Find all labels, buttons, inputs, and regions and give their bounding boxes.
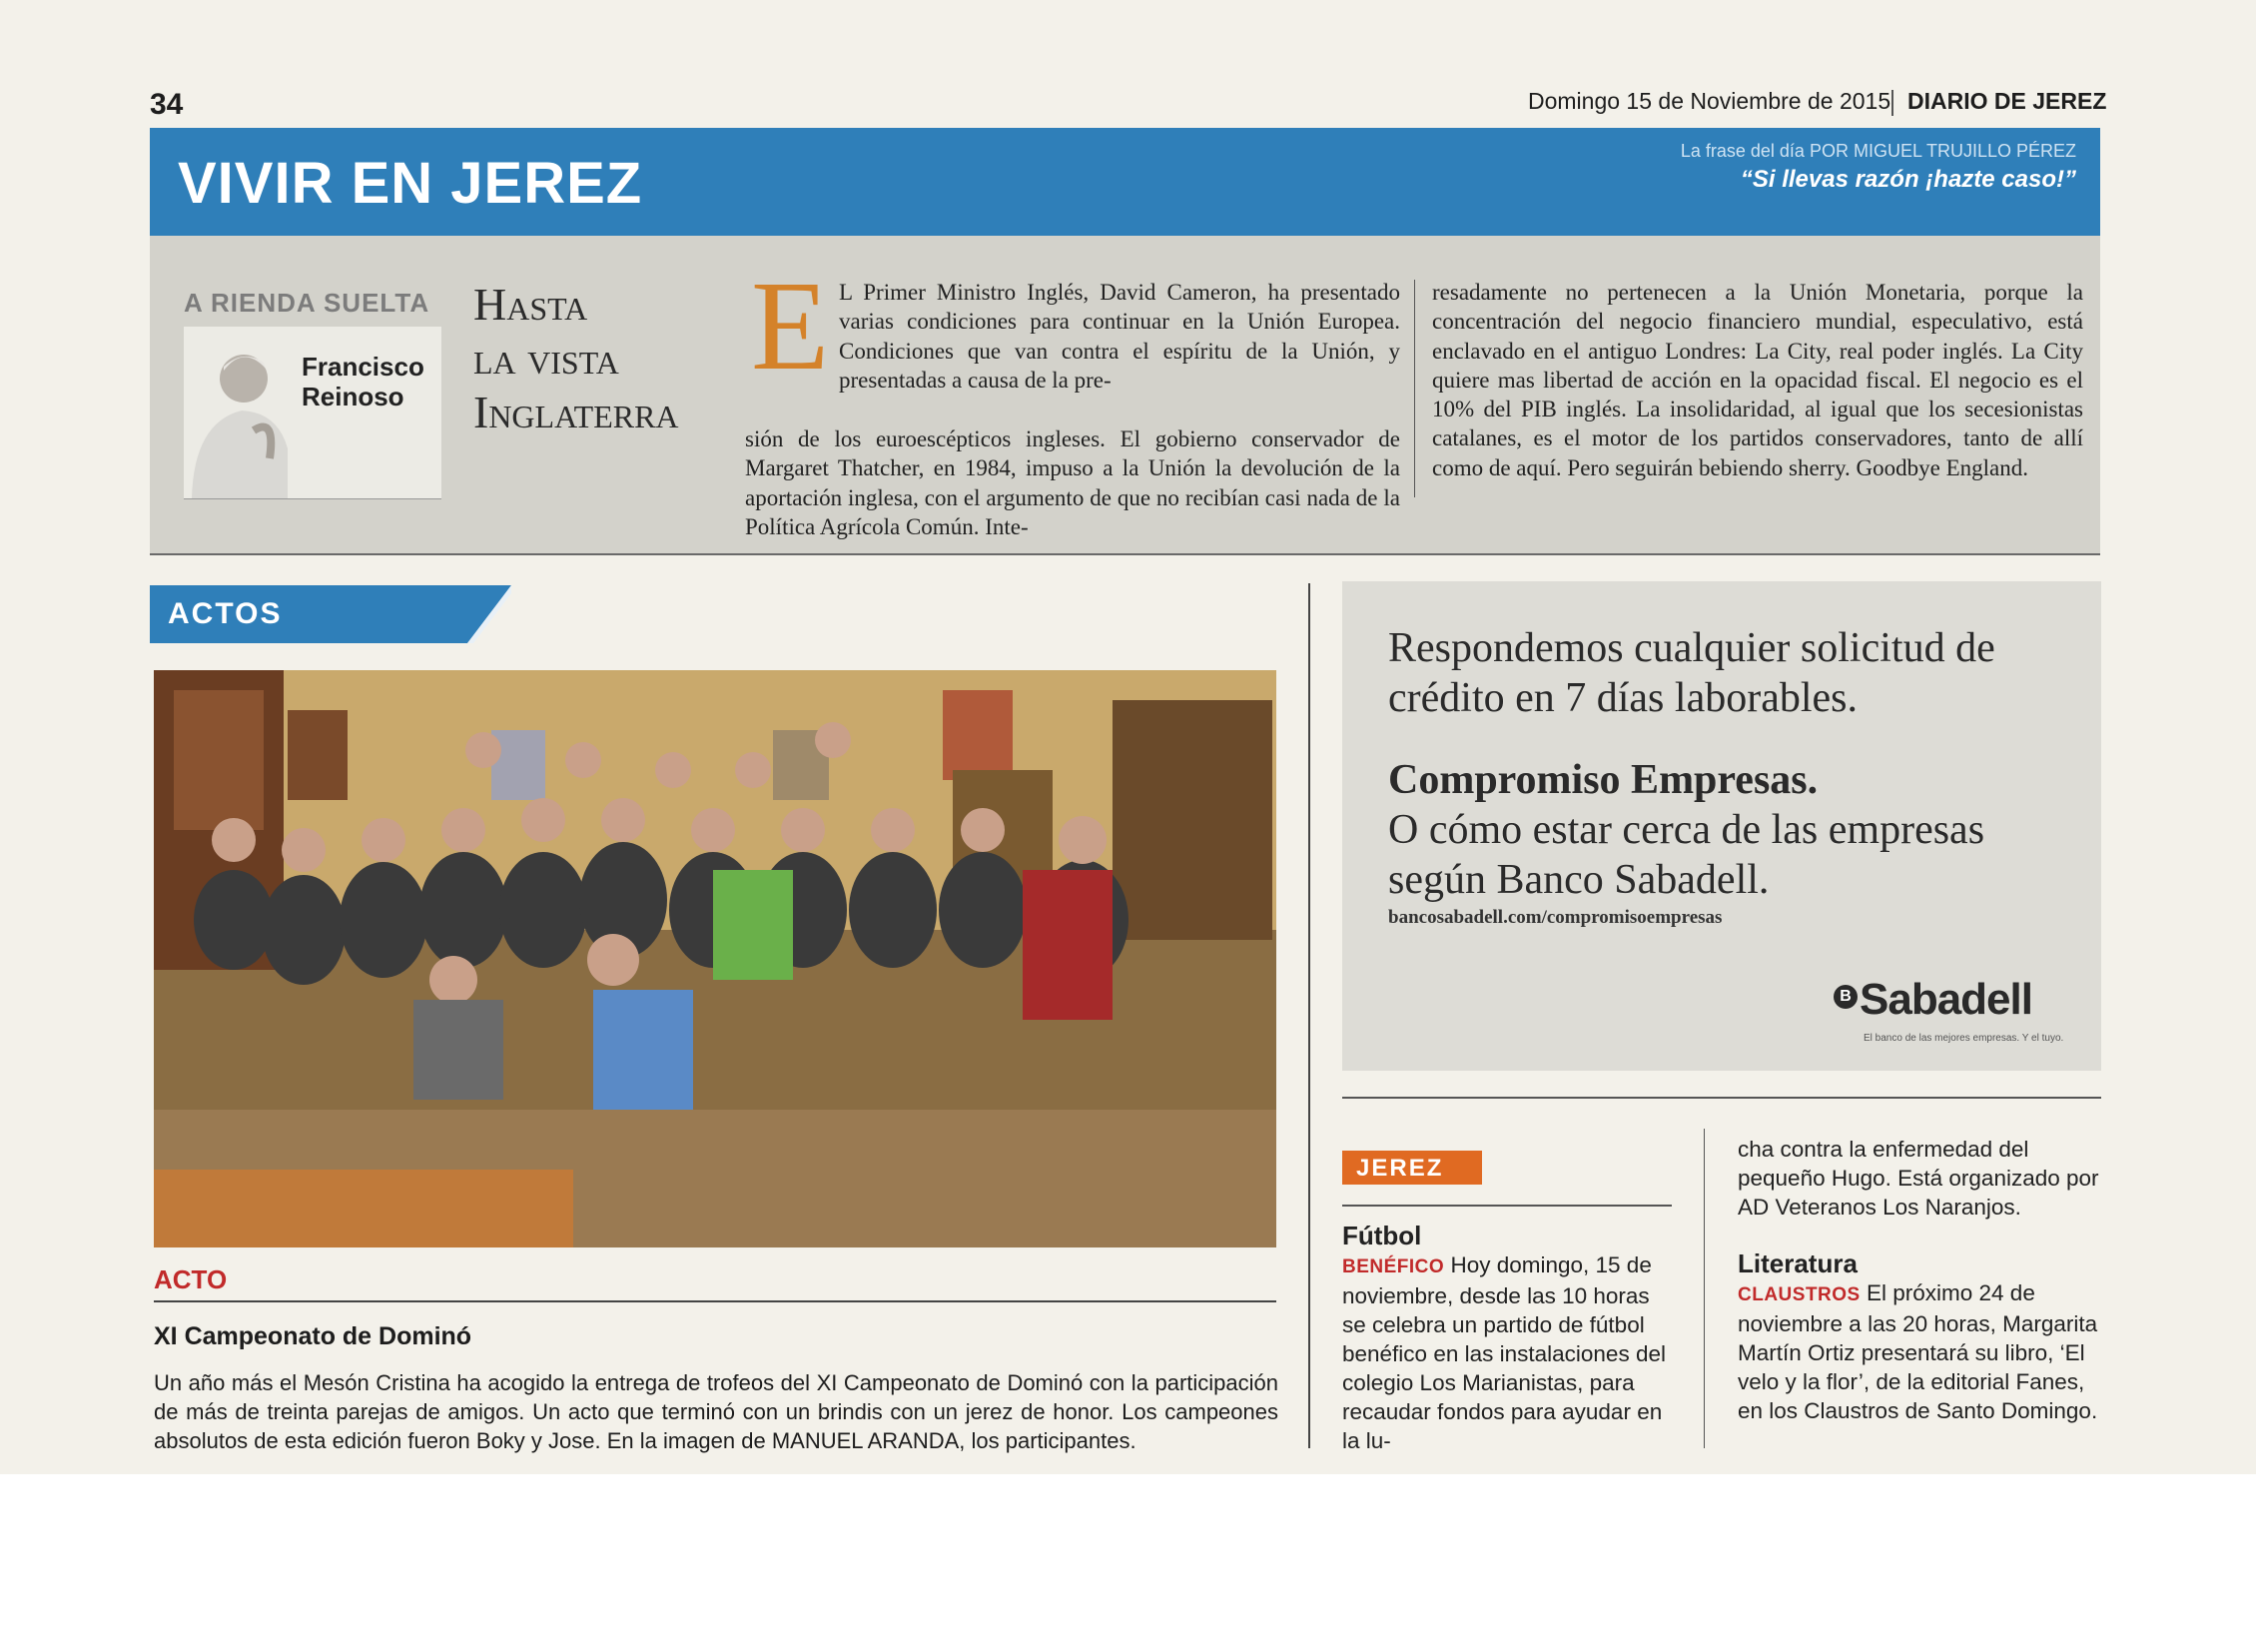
group-photo — [154, 670, 1276, 1247]
scan-margin — [0, 1474, 2256, 1652]
quote-of-the-day-label: La frase del día POR MIGUEL TRUJILLO PÉREZ — [1680, 141, 2076, 161]
brief-body-literature — [1738, 1278, 2101, 1425]
ad-bottom-rule — [1342, 1097, 2101, 1099]
author-last-name: Reinoso — [302, 382, 404, 412]
brief-text-literature: El próximo 24 de noviembre a las 20 horas, Margarita Martín Ortiz presentará su libro, ‘El velo y la flor’, de la editorial Fanes, en los Claustros de Santo Domingo. — [1738, 1280, 2098, 1423]
caption-rule — [154, 1300, 1276, 1302]
column-kicker: A RIENDA SUELTA — [184, 288, 430, 318]
sabadell-logo: Sabadell — [1860, 975, 2032, 1024]
newspaper-name: DIARIO DE JEREZ — [1907, 88, 2107, 114]
brief-text-football: Hoy domingo, 15 de noviembre, desde las 10 horas se celebra un partido de fútbol benéfico en las instalaciones del colegio Los Marianistas, para recaudar fondos para ayudar en la lu- — [1342, 1252, 1666, 1453]
header-separator — [1891, 90, 1893, 116]
brief-continued-football: cha contra la enfermedad del pequeño Hugo. Está organizado por AD Veteranos Los Naranjos. — [1738, 1137, 2099, 1220]
ad-headline: Respondemos cualquier solicitud de crédito en 7 días laborables. — [1388, 625, 1995, 721]
column-divider — [1414, 280, 1415, 497]
opinion-body-col1-bottom: sión de los euroescépticos ingleses. El gobierno conservador de Margaret Thatcher, en 1984, impuso a la Unión la devolución de la aportación inglesa, con el argumento de que no recibían casi nada de la Política Agrícola Común. Inte- — [745, 426, 1400, 539]
brief-heading-football: Fútbol — [1342, 1221, 1422, 1250]
opinion-headline — [473, 278, 679, 439]
section-divider — [1308, 583, 1310, 1448]
brief-body-football — [1342, 1250, 1672, 1455]
headline-line: la vista — [473, 333, 619, 384]
page-number: 34 — [150, 88, 184, 121]
brief-kicker-football: BENÉFICO — [1342, 1256, 1445, 1277]
opinion-body-col1-top: L Primer Ministro Inglés, David Cameron, ha presentado varias condiciones para continuar en la Unión Europea. Condiciones que van contra el espíritu de la Unión, y presentadas a causa de la pre- — [839, 280, 1400, 393]
actos-tab-label: ACTOS — [168, 597, 283, 630]
author-first-name: Francisco — [302, 352, 424, 382]
column-divider — [1704, 1129, 1705, 1448]
headline-line: Hasta — [473, 279, 588, 330]
opinion-body-col2: resadamente no pertenecen a la Unión Monetaria, porque la concentración del negocio financiero mundial, especulativo, está enclavado en el antiguo Londres: La City, real poder inglés. La City quiere mas libertad de acción en la opacidad fiscal. El negocio es el 10% del PIB inglés. La insolidaridad, al igual que los secesionistas catalanes, es el motor de los partidos conservadores, tanto de allí como de aquí. Pero seguirán bebiendo sherry. Goodbye England. — [1432, 280, 2083, 480]
ad-url: bancosabadell.com/compromisoempresas — [1388, 907, 1723, 928]
ad-subheadline: Compromiso Empresas. — [1388, 757, 1819, 803]
caption-title: XI Campeonato de Dominó — [154, 1322, 472, 1350]
caption-body: Un año más el Mesón Cristina ha acogido la entrega de trofeos del XI Campeonato de Dominó con la participación de más de treinta parejas de amigos. Un acto que terminó con un brindis con un jerez de honor. Los campeones absolutos de esta edición fueron Boky y Jose. En la imagen de MANUEL ARANDA, los participantes. — [154, 1370, 1278, 1453]
section-title: VIVIR EN JEREZ — [178, 151, 643, 216]
jerez-rule — [1342, 1205, 1672, 1207]
drop-cap: E — [751, 255, 830, 397]
quote-of-the-day: “Si llevas razón ¡hazte caso!” — [1740, 166, 2076, 193]
author-name — [302, 352, 424, 412]
caption-kicker: ACTO — [154, 1264, 228, 1294]
issue-date: Domingo 15 de Noviembre de 2015 — [1528, 88, 1891, 114]
ad-body: O cómo estar cerca de las empresas según Banco Sabadell. — [1388, 807, 1985, 903]
group-photo-drawing — [154, 670, 1276, 1247]
headline-line: Inglaterra — [473, 387, 679, 437]
ad-tagline: El banco de las mejores empresas. Y el tuyo. — [1864, 1033, 2064, 1044]
jerez-tag-label: JEREZ — [1356, 1155, 1444, 1182]
brief-heading-literature: Literatura — [1738, 1248, 1858, 1278]
sabadell-logo-icon: B — [1834, 985, 1858, 1009]
brief-kicker-literature: CLAUSTROS — [1738, 1284, 1861, 1305]
